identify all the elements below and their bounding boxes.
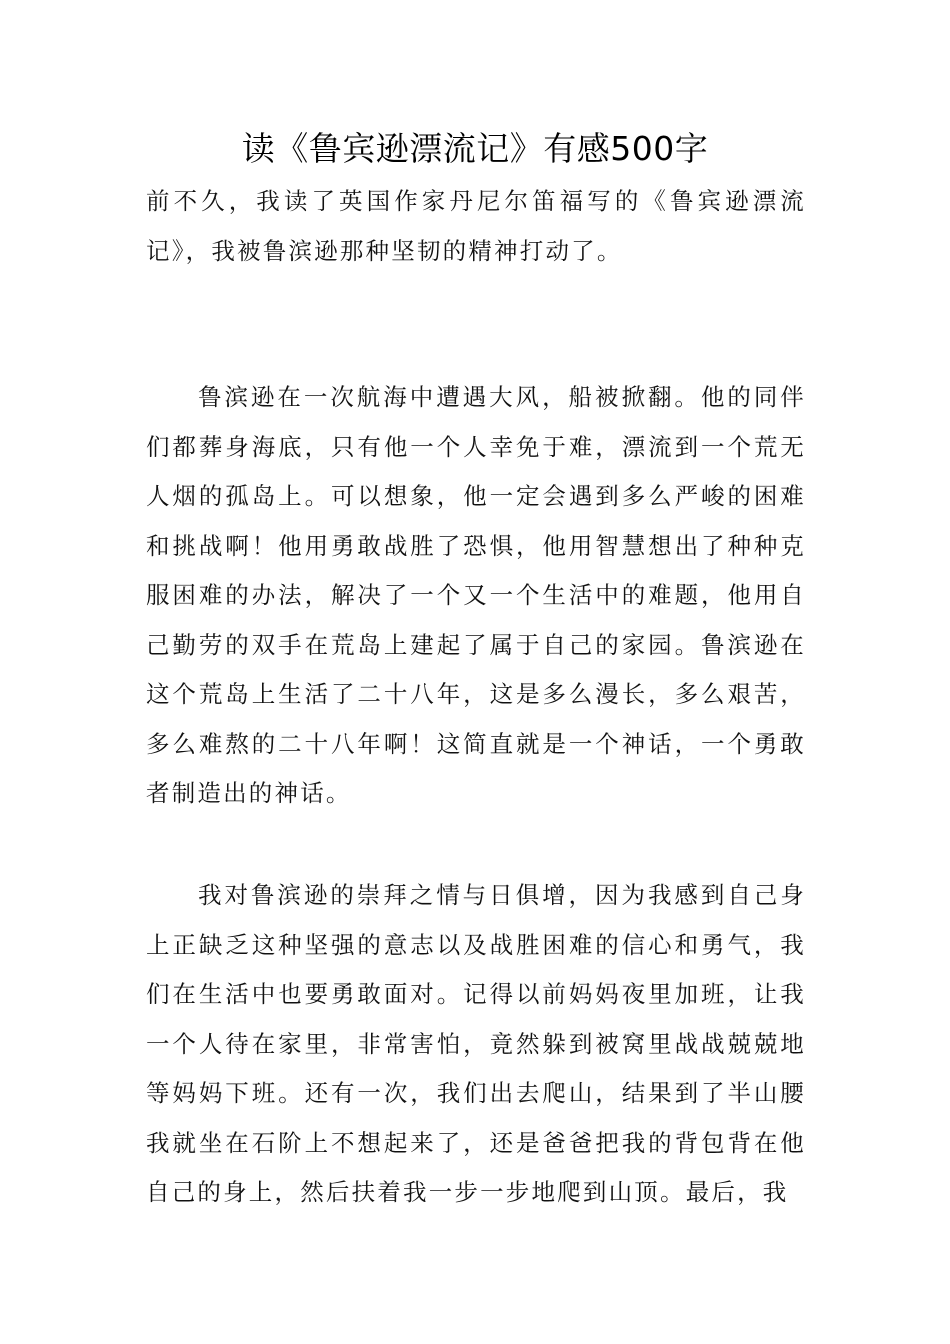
paragraph-intro: 前不久，我读了英国作家丹尼尔笛福写的《鲁宾逊漂流记》，我被鲁滨逊那种坚韧的精神打动了。 [146, 187, 806, 265]
paragraph-reflection: 我对鲁滨逊的崇拜之情与日俱增，因为我感到自己身上正缺乏这种坚强的意志以及战胜困难的信心和勇气，我们在生活中也要勇敢面对。记得以前妈妈夜里加班，让我一个人待在家里，非常害怕，竟然躲到被窝里战战兢兢地等妈妈下班。还有一次，我们出去爬山，结果到了半山腰我就坐在石阶上不想起来了，还是爸爸把我的背包背在他自己的身上，然后扶着我一步一步地爬到山顶。最后，我 [146, 881, 806, 1206]
document-title: 读《鲁宾逊漂流记》有感500字 [241, 129, 709, 168]
paragraph-story: 鲁滨逊在一次航海中遭遇大风，船被掀翻。他的同伴们都葬身海底，只有他一个人幸免于难，漂流到一个荒无人烟的孤岛上。可以想象，他一定会遇到多么严峻的困难和挑战啊！他用勇敢战胜了恐惧，他用智慧想出了种种克服困难的办法，解决了一个又一个生活中的难题，他用自己勤劳的双手在荒岛上建起了属于自己的家园。鲁滨逊在这个荒岛上生活了二十八年，这是多么漫长，多么艰苦，多么难熬的二十八年啊！这简直就是一个神话，一个勇敢者制造出的神话。 [146, 383, 806, 807]
